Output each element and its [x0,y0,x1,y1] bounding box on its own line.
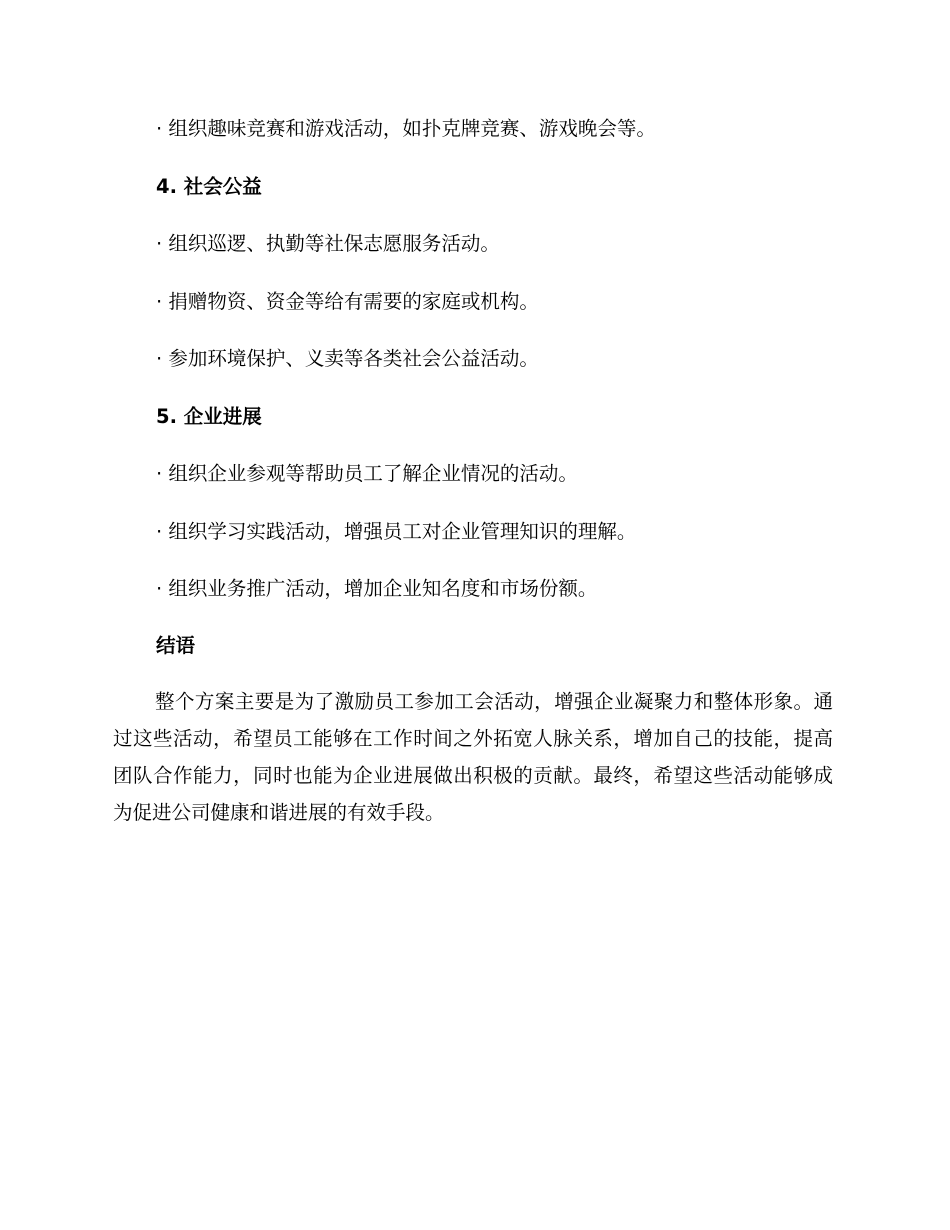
section-heading-conclusion: 结语 [156,634,196,657]
bullet-learning-practice: · 组织学习实践活动，增强员工对企业管理知识的理解。 [156,520,637,543]
bullet-volunteer-patrol: · 组织巡逻、执勤等社保志愿服务活动。 [156,232,500,255]
conclusion-paragraph: 整个方案主要是为了激励员工参加工会活动，增强企业凝聚力和整体形象。通过这些活动，希望员工能够在工作时间之外拓宽人脉关系，增加自己的技能，提高团队合作能力，同时也能为企业进展做出积极的贡献。最终，希望这些活动能够成为促进公司健康和谐进展的有效手段。 [113,690,833,824]
bullet-fun-competitions: · 组织趣味竞赛和游戏活动，如扑克牌竞赛、游戏晚会等。 [156,117,656,140]
section-heading-public-welfare: 4. 社会公益 [156,175,262,198]
bullet-environmental-charity: · 参加环境保护、义卖等各类社会公益活动。 [156,347,539,370]
section-heading-enterprise-progress: 5. 企业进展 [156,405,262,428]
bullet-donations: · 捐赠物资、资金等给有需要的家庭或机构。 [156,290,539,313]
bullet-business-promotion: · 组织业务推广活动，增加企业知名度和市场份额。 [156,577,598,600]
bullet-enterprise-visit: · 组织企业参观等帮助员工了解企业情况的活动。 [156,462,578,485]
